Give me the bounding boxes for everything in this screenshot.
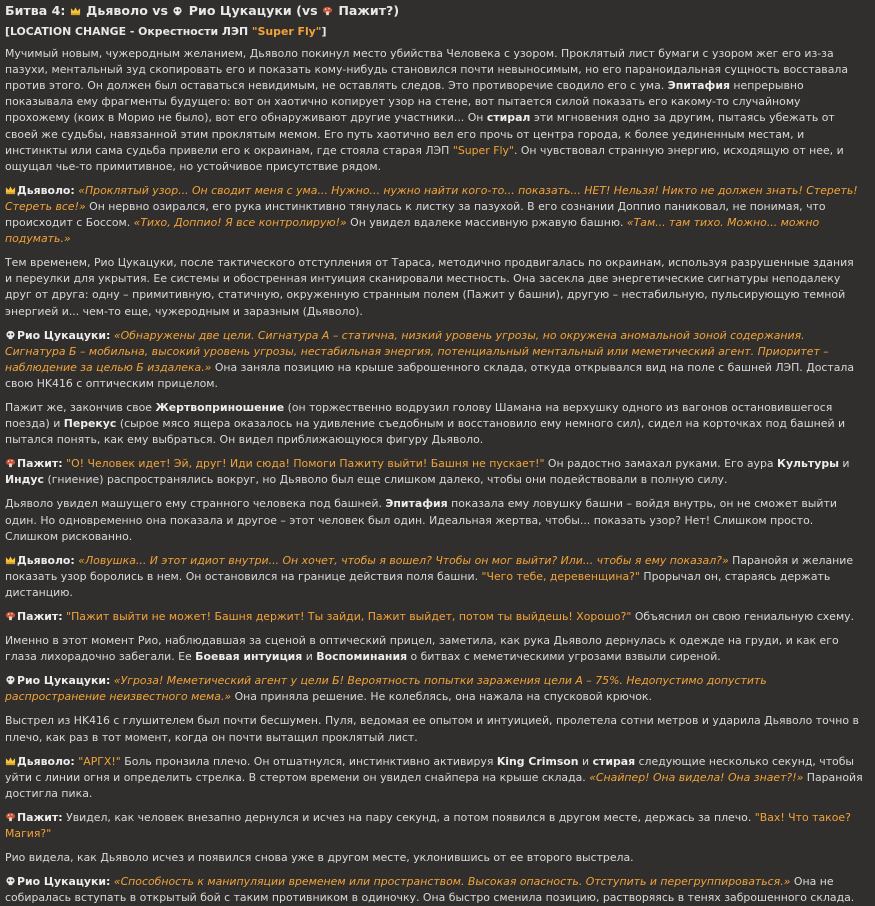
text-segment: показала ему ловушку башни – войдя внутрь, он не сможет выйти один. Но одновременно она показала и другое – этот человек был один. Идеальная жертва, чтобы... показать узор? Нет! Слишком просто. Слишком рискованно. — [5, 497, 837, 543]
italic-quote: «Обнаружены две цели. Сигнатура А – статична, низкий уровень угрозы, но окружена аномальной зоной содержания. Сигнатура Б – мобильна, высокий уровень угрозы, нестабильная энергия, потенциальный ментальный или меметический агент. Приоритет – наблюдение за целью Б издалека.» — [5, 328, 829, 374]
bold-term: King Crimson — [496, 754, 579, 768]
crown-icon — [5, 756, 16, 766]
bold-term: Индус — [5, 473, 44, 487]
highlighted-quote: "АРГХ!" — [78, 754, 121, 768]
dialogue-paragraph — [5, 183, 863, 247]
dialogue-paragraph — [5, 553, 863, 601]
dialogue-paragraph — [5, 810, 863, 842]
narration-paragraph — [5, 255, 863, 319]
speaker-name: Рио Цукацуки: — [17, 674, 111, 688]
highlighted-quote: "Вах! Что такое? Магия?" — [5, 810, 851, 841]
text-segment: следующие несколько секунд, чтобы уйти с линии огня и определить стрелка. В стертом времени он увидел снайпера на крыше склада. — [5, 754, 855, 784]
bold-term: Культуры — [777, 457, 839, 471]
text-segment: Пажит же, закончив свое — [5, 400, 156, 414]
italic-quote: «Ловушка... И этот идиот внутри... Он хочет, чтобы я вошел? Чтобы он мог выйти? Или... чтобы я ему показал?» — [78, 553, 729, 567]
skull-icon — [5, 330, 16, 340]
highlighted-quote: "Пажит выйти не может! Башня держит! Ты зайди, Пажит выйдет, потом ты выйдешь! Хорошо?" — [66, 610, 632, 623]
dialogue-paragraph — [5, 673, 863, 705]
text-segment: Он радостно замахал руками. Его аура — [544, 457, 778, 471]
speaker-name: Дьяволо: — [17, 754, 75, 768]
bold-term: Боевая интуиция — [195, 650, 303, 664]
crown-icon — [5, 185, 16, 195]
text-segment: и — [838, 457, 850, 471]
narration-paragraph — [5, 496, 863, 544]
speaker-name: Рио Цукацуки: — [17, 875, 111, 889]
mushroom-icon — [5, 458, 16, 468]
narration-paragraph — [5, 400, 863, 448]
text-segment: Боль пронзила плечо. Он отшатнулся, инстинктивно активируя — [120, 754, 497, 768]
highlighted-quote: "О! Человек идет! Эй, друг! Иди сюда! Помоги Пажиту выйти! Башня не пускает!" — [66, 457, 545, 471]
story-paragraphs — [5, 46, 863, 906]
speaker-name: Рио Цукацуки: — [17, 328, 111, 342]
text-segment: Мучимый новым, чужеродным желанием, Дьяволо покинул место убийства Человека с узором. Проклятый лист бумаги с узором жег его из-за пазухи, ментальный зуд скопировать его и показать кому-нибудь становился почти невыносимым, но его параноидальная сущность восставала против этого. Он должен был оставаться невидимым, не оставлять следов. Это противоречие сводило его с ума. — [5, 47, 849, 93]
italic-quote: «Способность к манипуляции временем или пространством. Высокая опасность. Отступить и перегруппироваться.» — [113, 875, 791, 889]
text-segment: Прорычал он, стараясь держать дистанцию. — [5, 569, 831, 599]
text-segment: (сырое мясо ящера оказалось на удивление съедобным и восстановило ему немного сил), сидел на корточках под башней и пытался понять, как ему выбраться. Он видел приближающуюся фигуру Дьяволо. — [5, 417, 846, 447]
italic-quote: «Снайпер! Она видела! Она знает?!» — [589, 770, 804, 784]
text-segment: Рио видела, как Дьяволо исчез и появился снова уже в другом месте, уклонившись от ее второго выстрела. — [5, 851, 634, 865]
narration-paragraph — [5, 633, 863, 665]
text-segment: Она приняла решение. Не колеблясь, она нажала на спусковой крючок. — [231, 690, 652, 704]
location-change — [5, 24, 863, 40]
location-label: [LOCATION CHANGE - Окрестности ЛЭП — [5, 25, 252, 38]
text-segment: Тем временем, Рио Цукацуки, после тактического отступления от Тараса, методично продвигалась по окраинам, используя разрушенные здания и переулки для укрытия. Ее системы и обостренная интуиция сканировали местность. Она засекла две энергетические сигнатуры неподалеку друг от друга: одну – примитивную, статичную, окруженную странным полем (Пажит у башни), другую – нестабильную, пульсирующую темной энергией и... чем-то еще, чужеродным и заразным (Дьяволо). — [5, 256, 854, 318]
skull-icon — [5, 876, 16, 886]
text-segment: Он увидел вдалеке массивную ржавую башню. — [346, 216, 627, 230]
narration-paragraph — [5, 713, 863, 745]
text-segment: Увидел, как человек внезапно дернулся и исчез на пару секунд, а потом появился в другом месте, держась за плечо. — [66, 810, 755, 824]
battle-number: Битва 4: — [5, 3, 70, 18]
bold-term: стирая — [592, 754, 636, 768]
dialogue-paragraph — [5, 456, 863, 488]
skull-icon — [172, 6, 183, 16]
location-name: "Super Fly" — [251, 25, 322, 38]
narration-paragraph — [5, 850, 863, 866]
text-segment: Объяснил он свою гениальную схему. — [631, 610, 855, 623]
text-segment: (он торжественно водрузил голову Шамана на верхушку одного из вагонов остановившегося поезда) и — [5, 400, 833, 431]
text-segment: Она не собиралась вступать в открытый бой с таким противником в одиночку. Она быстро сменила позицию, растворяясь в тенях заброшенного склада. — [5, 875, 855, 905]
dialogue-paragraph — [5, 328, 863, 392]
highlighted-quote: "Чего тебе, деревенщина?" — [481, 569, 640, 583]
italic-quote: «Проклятый узор... Он сводит меня с ума... Нужно... нужно найти кого-то... показать... НЕТ! Нельзя! Никто не должен знать! Стереть! Стереть все!» — [5, 183, 858, 213]
mushroom-icon — [322, 6, 333, 16]
dialogue-paragraph — [5, 754, 863, 802]
text-segment: . Он чувствовал странную энергию, исходящую от нее, и ощущал чье-то примитивное, но устойчивое присутствие рядом. — [5, 143, 844, 173]
text-segment: Паранойя достигла пика. — [5, 770, 863, 800]
text-segment: Дьяволо увидел машущего ему странного человека под башней. — [5, 497, 386, 511]
italic-quote: «Угроза! Меметический агент у цели Б! Вероятность попытки заражения цели А – 75%. Недопустимо допустить распространение неизвестного мема.» — [5, 674, 767, 704]
bold-term: Жертвоприношение — [155, 400, 285, 414]
crown-icon — [5, 555, 16, 565]
bold-term: Эпитафия — [385, 497, 448, 511]
bold-term: Воспоминания — [316, 650, 408, 664]
text-segment: непрерывно показывала ему фрагменты будущего: вот он хаотично копирует узор на стене, вот пытается силой показать его какому-то случайному прохожему (коих в Морио не было), вот его обнаруживают другие участники... Он — [5, 79, 804, 125]
bold-term: Эпитафия — [667, 79, 730, 93]
dialogue-paragraph — [5, 874, 863, 906]
fighter-rio: Рио Цукацуки (vs — [184, 3, 322, 18]
mushroom-icon — [5, 812, 16, 822]
italic-quote: «Там... там тихо. Можно... можно подумать.» — [5, 216, 820, 246]
mushroom-icon — [5, 611, 16, 621]
highlighted-quote: "Super Fly" — [452, 143, 514, 157]
fighter-diavolo: Дьяволо vs — [81, 3, 173, 18]
battle-title — [5, 3, 863, 19]
speaker-name: Пажит: — [17, 810, 63, 824]
speaker-name: Дьяволо: — [17, 183, 75, 197]
text-segment: Он нервно озирался, его рука инстинктивно тянулась к листку за пазухой. В его сознании Доппио паниковал, не понимая, что происходит с Боссом. — [5, 199, 826, 230]
text-segment: Она заняла позицию на крыше заброшенного склада, откуда открывался вид на поле с башней ЛЭП. Достала свою HK416 с оптическим прицелом. — [5, 360, 855, 390]
location-bracket: ] — [321, 25, 327, 38]
dialogue-paragraph — [5, 609, 863, 625]
text-segment: и — [578, 754, 593, 768]
speaker-name: Пажит: — [17, 610, 63, 623]
fighter-pazhit: Пажит?) — [333, 3, 400, 18]
speaker-name: Пажит: — [17, 457, 63, 471]
text-segment: эти мгновения одно за другим, пытаясь убежать от своей же судьбы, навязанной этим проклятым мемом. Его путь хаотично вел его прочь от центра города, к более уединенным местам, и инстинкты или сама судьба привели его к окраинам, где стояла старая ЛЭП — [5, 111, 835, 157]
bold-term: Перекус — [63, 417, 117, 431]
bold-term: стирал — [486, 111, 531, 125]
text-segment: о битвах с меметическими угрозами взвыли сиреной. — [407, 650, 721, 664]
skull-icon — [5, 675, 16, 685]
italic-quote: «Тихо, Доппио! Я все контролирую!» — [133, 216, 347, 230]
text-segment: Паранойя и желание показать узор боролись в нем. Он остановился на границе действия поля башни. — [5, 553, 854, 583]
speaker-name: Дьяволо: — [17, 553, 75, 567]
text-segment: Выстрел из HK416 с глушителем был почти бесшумен. Пуля, ведомая ее опытом и интуицией, пролетела сотни метров и ударила Дьяволо точно в плечо, как раз в тот момент, когда он почти вытащил проклятый лист. — [5, 714, 859, 744]
narration-paragraph — [5, 46, 863, 175]
text-segment: (гниение) распространялись вокруг, но Дьяволо был еще слишком далеко, чтобы они подействовали в полную силу. — [44, 473, 728, 487]
crown-icon — [70, 6, 81, 16]
text-segment: Именно в этот момент Рио, наблюдавшая за сценой в оптический прицел, заметила, как рука Дьяволо дернулась к одежде на груди, и как его глаза лихорадочно забегали. Ее — [5, 634, 839, 664]
text-segment: и — [302, 650, 317, 664]
